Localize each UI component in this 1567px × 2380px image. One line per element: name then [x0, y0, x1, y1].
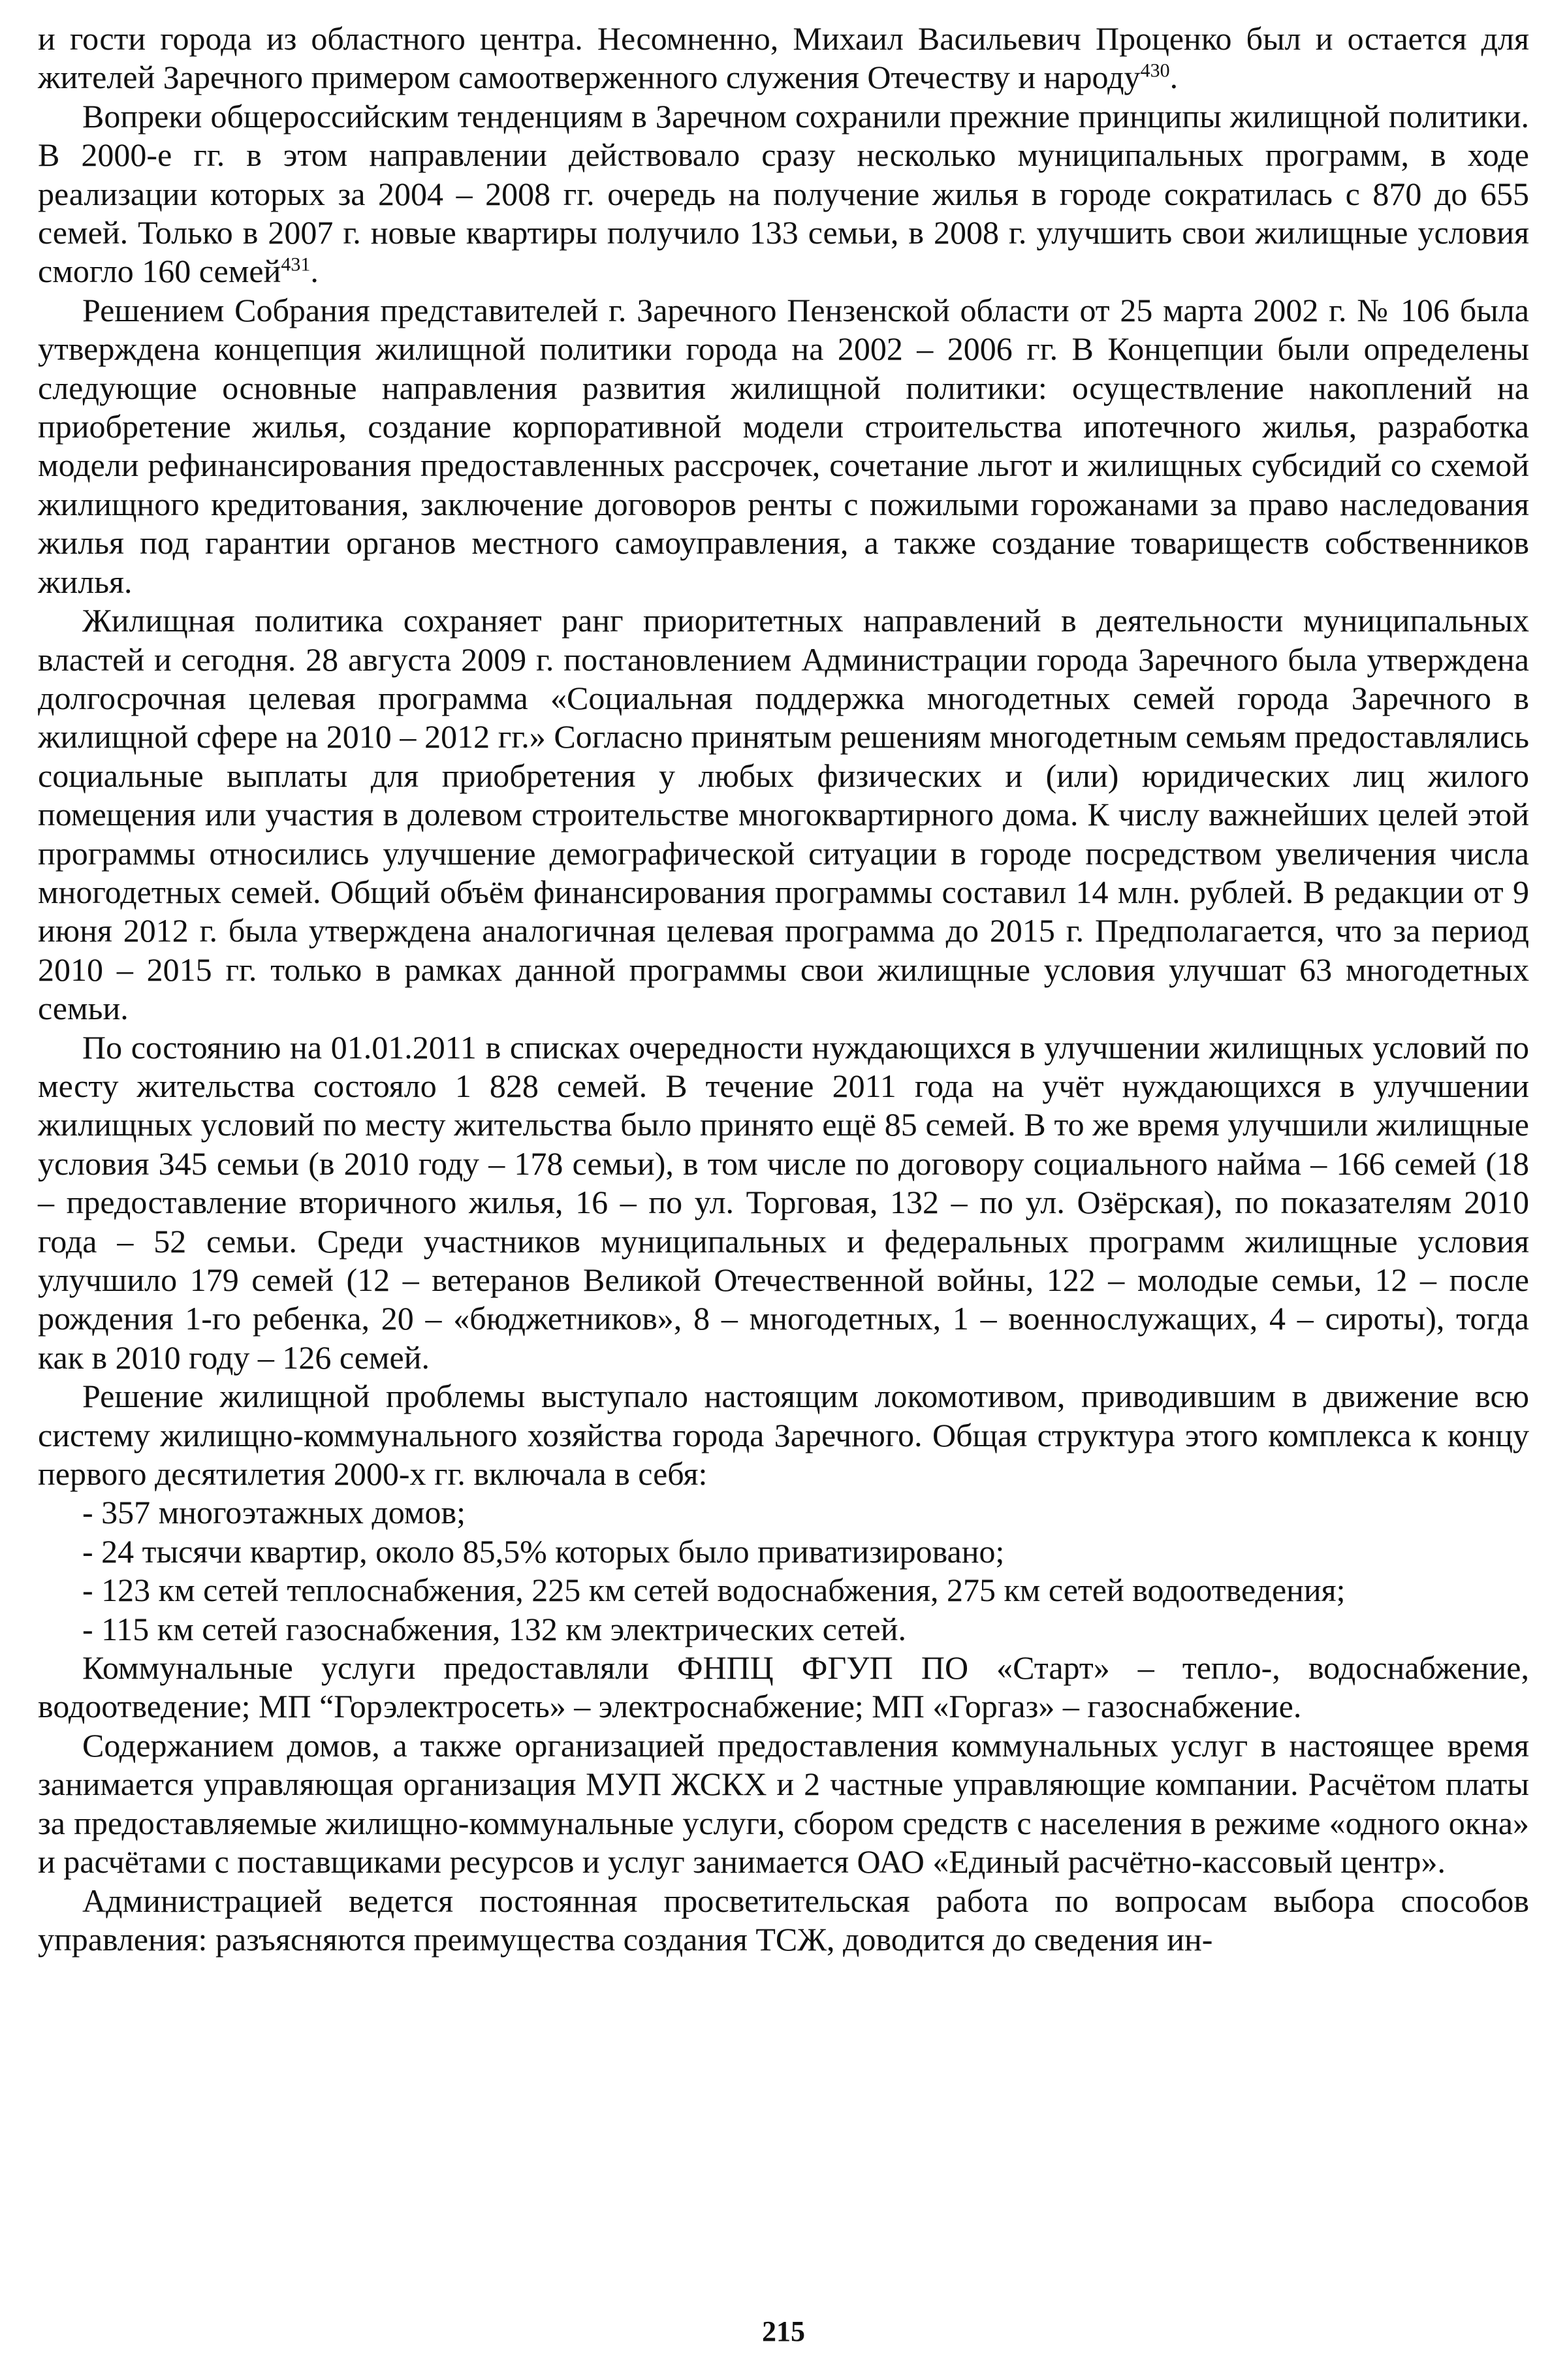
list-item-water-heat-networks: - 123 км сетей теплоснабжения, 225 км сетей водоснабжения, 275 км сетей водоотведения; [82, 1572, 1346, 1609]
paragraph-1-tail: . [1169, 59, 1179, 96]
paragraph-2-tail: . [310, 253, 319, 290]
footnote-ref-430[interactable]: 430 [1140, 59, 1170, 82]
list-item-apartments: - 24 тысячи квартир, около 85,5% которых было приватизировано; [82, 1532, 1005, 1570]
page-number: 215 [762, 2315, 805, 2347]
paragraph-administration: Администрацией ведется постоянная просветительская работа по вопросам выбора способов управления: разъясняются преимущества создания ТСЖ, доводится до сведения ин- [38, 1882, 1529, 1958]
list-item-gas-electric-networks: - 115 км сетей газоснабжения, 132 км электрических сетей. [82, 1610, 906, 1647]
paragraph-6: Решение жилищной проблемы выступало настоящим локомотивом, приводившим в движение всю систему жилищно-коммунального хозяйства города Заречного. Общая структура этого комплекса к концу первого десятилетия 2000-х гг. включала в себя: [38, 1378, 1529, 1493]
paragraph-1 [38, 20, 1529, 97]
paragraph-4: Жилищная политика сохраняет ранг приоритетных направлений в деятельности муниципальных властей и сегодня. 28 августа 2009 г. постановлением Администрации города Заречного была утверждена долгосрочная целевая программа «Социальная поддержка многодетных семей города Заречного в жилищной сфере на 2010 – 2012 гг.» Согласно принятым решениям многодетным семьям предоставлялись социальные выплаты для приобретения у любых физических и (или) юридических лиц жилого помещения или участия в долевом строительстве многоквартирного дома. К числу важнейших целей этой программы относились улучшение демографической ситуации в городе посредством увеличения числа многодетных семей. Общий объём финансирования программы составил 14 млн. рублей. В редакции от 9 июня 2012 г. была утверждена аналогичная целевая программа до 2015 г. Предполагается, что за период 2010 – 2015 гг. только в рамках данной программы свои жилищные условия улучшат 63 многодетных семьи. [38, 602, 1529, 1027]
paragraph-utilities: Коммунальные услуги предоставляли ФНПЦ ФГУП ПО «Старт» – тепло-, водоснабжение, водоотведение; МП “Горэлектросеть» – электроснабжение; МП «Горгаз» – газоснабжение. [38, 1649, 1529, 1725]
list-item-houses: - 357 многоэтажных домов; [82, 1494, 466, 1531]
paragraph-1-text: и гости города из областного центра. Несомненно, Михаил Васильевич Проценко был и остается для жителей Заречного примером самоотверженного служения Отечеству и народу [38, 20, 1529, 96]
paragraph-2-text: Вопреки общероссийским тенденциям в Заречном сохранили прежние принципы жилищной политики. В 2000-е гг. в этом направлении действовало сразу несколько муниципальных программ, в ходе реализации которых за 2004 – 2008 гг. очередь на получение жилья в городе сократилась с 870 до 655 семей. Только в 2007 г. новые квартиры получило 133 семьи, в 2008 г. улучшить свои жилищные условия смогло 160 семей [38, 97, 1529, 290]
footnote-ref-431[interactable]: 431 [281, 253, 311, 276]
paragraph-3: Решением Собрания представителей г. Заречного Пензенской области от 25 марта 2002 г. № 106 была утверждена концепция жилищной политики города на 2002 – 2006 гг. В Концепции были определены следующие основные направления развития жилищной политики: осуществление накоплений на приобретение жилья, создание корпоративной модели строительства ипотечного жилья, разработка модели рефинансирования предоставленных рассрочек, сочетание льгот и жилищных субсидий со схемой жилищного кредитования, заключение договоров ренты с пожилыми горожанами за право наследования жилья под гарантии органов местного самоуправления, а также создание товариществ собственников жилья. [38, 291, 1529, 600]
paragraph-5: По состоянию на 01.01.2011 в списках очередности нуждающихся в улучшении жилищных условий по месту жительства состояло 1 828 семей. В течение 2011 года на учёт нуждающихся в улучшении жилищных условий по месту жительства было принято ещё 85 семей. В то же время улучшили жилищные условия 345 семьи (в 2010 году – 178 семьи), в том числе по договору социального найма – 166 семей (18 – предоставление вторичного жилья, 16 – по ул. Торговая, 132 – по ул. Озёрская), по показателям 2010 года – 52 семьи. Среди участников муниципальных и федеральных программ жилищные условия улучшило 179 семей (12 – ветеранов Великой Отечественной войны, 122 – молодые семьи, 12 – после рождения 1-го ребенка, 20 – «бюджетников», 8 – многодетных, 1 – военнослужащих, 4 – сироты), тогда как в 2010 году – 126 семей. [38, 1028, 1529, 1376]
paragraph-management: Содержанием домов, а также организацией предоставления коммунальных услуг в настоящее время занимается управляющая организация МУП ЖСКХ и 2 частные управляющие компании. Расчётом платы за предоставляемые жилищно-коммунальные услуги, сбором средств с населения в режиме «одного окна» и расчётами с поставщиками ресурсов и услуг занимается ОАО «Единый расчётно-кассовый центр». [38, 1726, 1529, 1880]
page-body [38, 20, 1529, 1959]
paragraph-2 [38, 97, 1529, 291]
